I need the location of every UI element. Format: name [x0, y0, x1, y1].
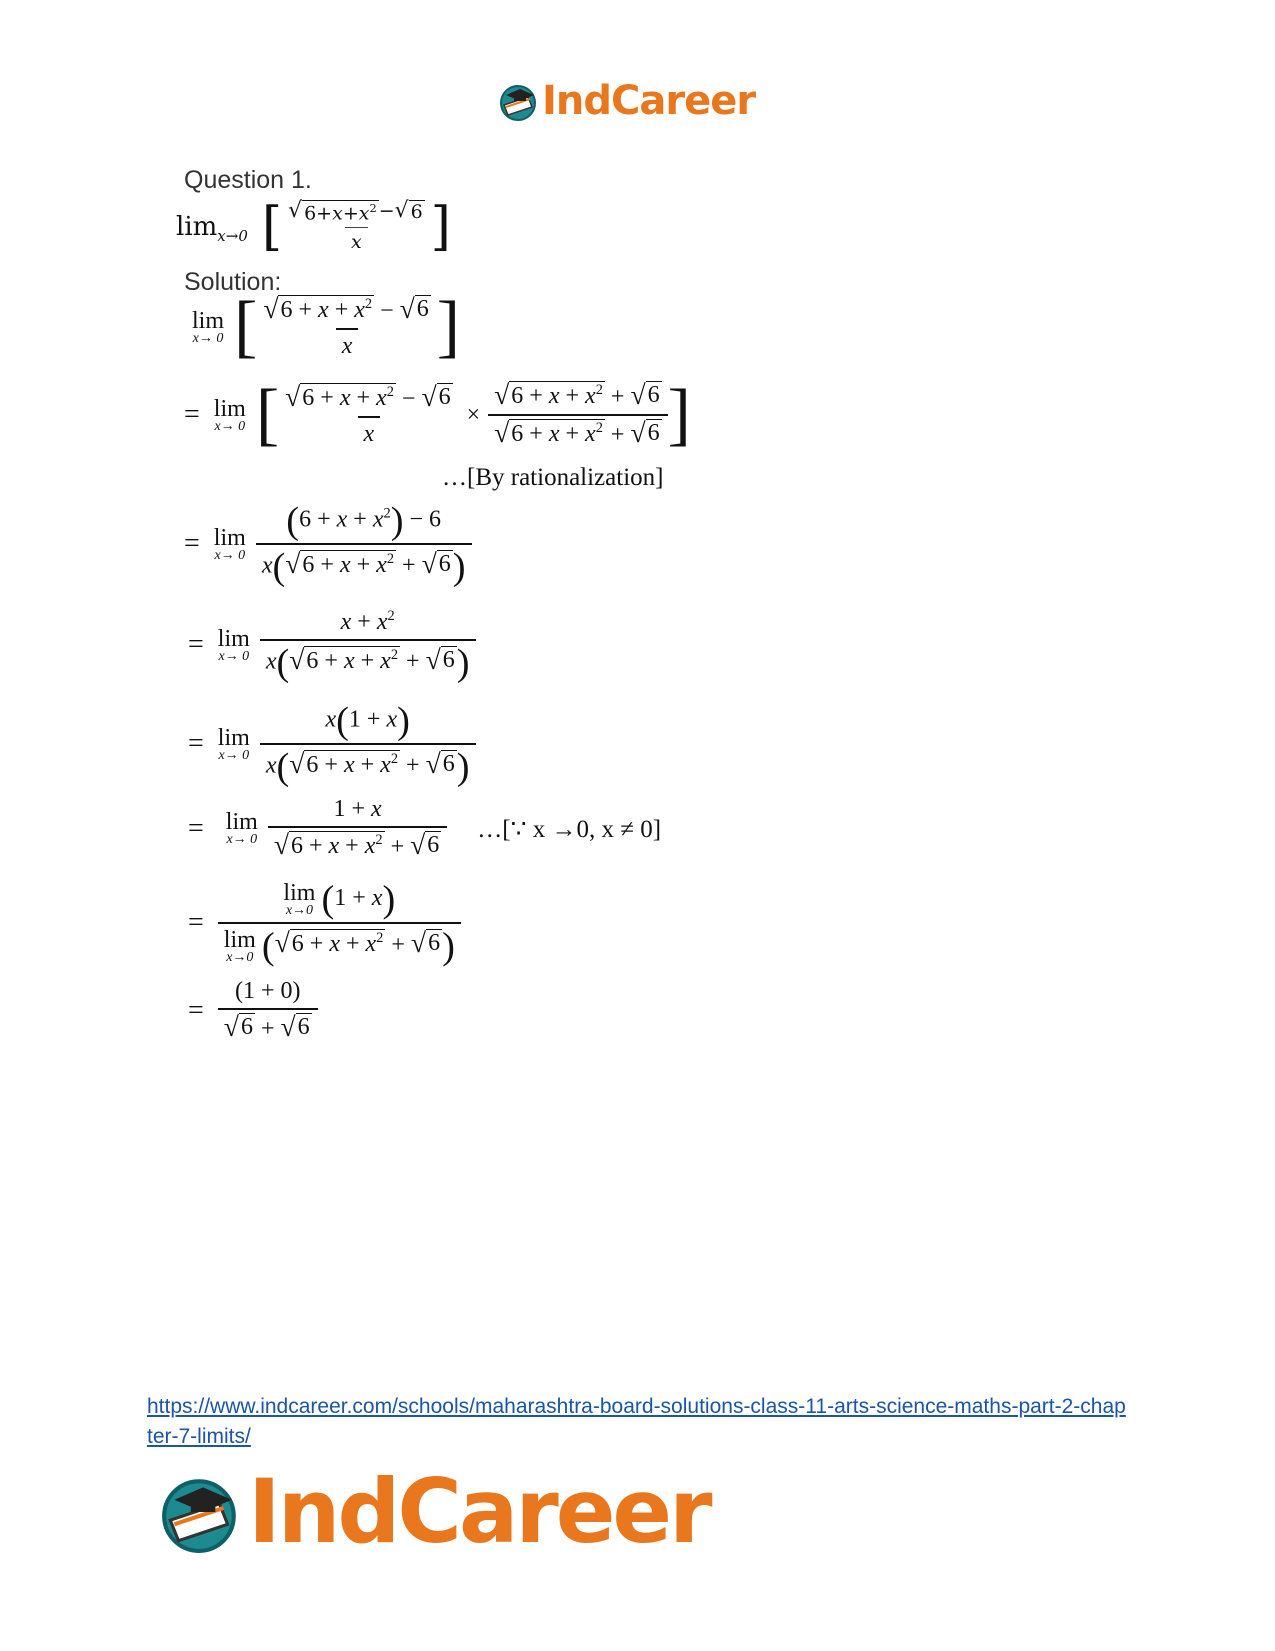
- indcareer-logo-top: [498, 78, 755, 124]
- step-7: = lim x→0 (1 + x) lim x→0 ( √ $6 + x + x^2$ + √ 6 ): [188, 880, 461, 966]
- step-2: = lim x→ 0 [ √ $6 + x + x^2$ − √ 6 x × √ $6 + x + x^2$ + √ 6 √ $6 + x + x^2$ + √ 6 ]: [184, 376, 691, 453]
- brand-wordmark: IndCareer: [248, 1460, 710, 1563]
- question-expression: lim x→0 [ √ $6+x+x^2$ − √ 6 x ]: [176, 196, 451, 257]
- brand-wordmark: IndCareer: [542, 78, 756, 124]
- step-4: = lim x→ 0 $x + x^2$ x( √ $6 + x + x^2$ + √ 6 ): [188, 608, 476, 682]
- step-8: = (1 + 0) √ 6 + √ 6: [188, 978, 318, 1043]
- indcareer-logo-bottom: [158, 1460, 710, 1563]
- condition-note: …[∵ x →0, x ≠ 0]: [477, 815, 662, 843]
- step-6: = lim x→ 0 1 + x √ $6 + x + x^2$ + √ 6 …[∵ x →0, x ≠ 0]: [188, 796, 662, 860]
- graduation-cap-book-icon: [498, 81, 540, 121]
- solution-image: [152, 152, 912, 1102]
- step-1: lim x→ 0 [ √ $6 + x + x^2$ − √ 6 x ]: [192, 288, 461, 365]
- graduation-cap-book-icon: [158, 1470, 244, 1554]
- step-5: = lim x→ 0 x(1 + x) x( √ $6 + x + x^2$ + √ 6 ): [188, 702, 476, 787]
- question-heading: Question 1.: [184, 166, 312, 194]
- rationalization-note: …[By rationalization]: [442, 464, 664, 491]
- source-url-link[interactable]: https://www.indcareer.com/schools/maharashtra-board-solutions-class-11-arts-science-maths-part-2-chapter-7-limits/: [147, 1395, 1126, 1448]
- step-3: = lim x→ 0 $(6 + x + x^2) - 6$ x( √ $6 + x + x^2$ + √ 6 ): [184, 502, 472, 587]
- solution-heading: Solution:: [184, 268, 282, 296]
